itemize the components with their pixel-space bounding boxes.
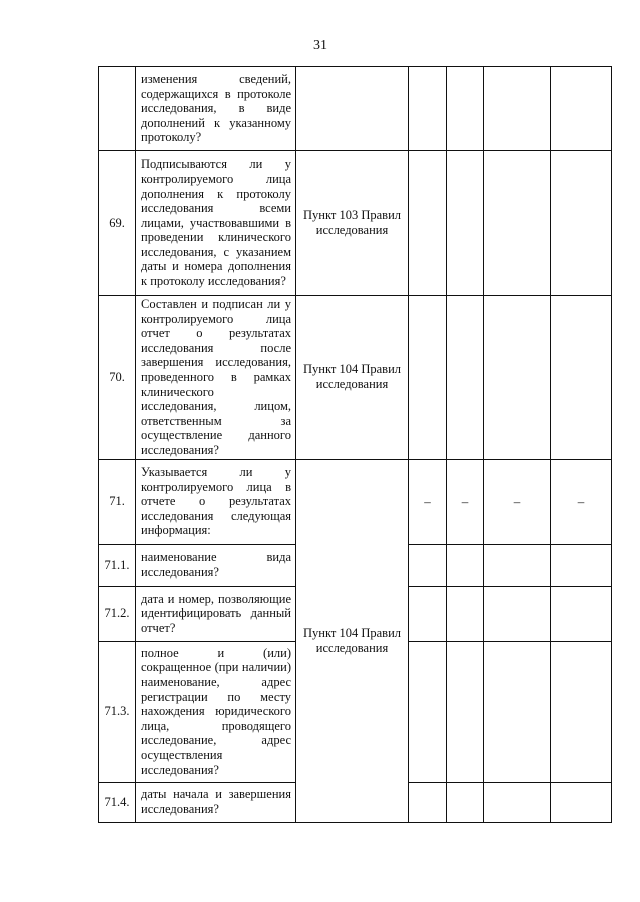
answer-na-cell: [484, 586, 551, 641]
answer-yes-cell: [409, 67, 447, 151]
reference-cell: Пункт 104 Правил исследования: [296, 296, 409, 460]
question-text: даты начала и завершения исследования?: [136, 782, 296, 822]
answer-yes-cell: [409, 151, 447, 296]
reference-cell: [296, 67, 409, 151]
dash-mark: –: [409, 459, 447, 544]
table-row: [99, 296, 612, 460]
reference-cell: Пункт 104 Правил исследования: [296, 459, 409, 822]
answer-na-cell: [484, 67, 551, 151]
question-text: дата и номер, позволяющие идентифицировать данный отчет?: [136, 586, 296, 641]
answer-no-cell: [447, 641, 484, 782]
dash-mark: –: [551, 459, 612, 544]
question-text: наименование вида исследования?: [136, 544, 296, 586]
answer-no-cell: [447, 151, 484, 296]
table-row: [99, 459, 612, 544]
item-number: [99, 67, 136, 151]
question-text: Подписываются ли у контролируемого лица дополнения к протоколу исследования всеми лицами, участвовавшими в проведении клинического исследования, с указанием даты и номера дополнения к протоколу исследования?: [136, 151, 296, 296]
note-cell: [551, 67, 612, 151]
note-cell: [551, 782, 612, 822]
note-cell: [551, 641, 612, 782]
answer-no-cell: [447, 544, 484, 586]
item-number: 70.: [99, 296, 136, 460]
dash-mark: –: [484, 459, 551, 544]
note-cell: [551, 544, 612, 586]
answer-na-cell: [484, 151, 551, 296]
item-number: 71.: [99, 459, 136, 544]
question-text: Составлен и подписан ли у контролируемого лица отчет о результатах исследования после завершения исследования, проведенного в рамках клинического исследования, лицом, ответственным за осуществление данного исследования?: [136, 296, 296, 460]
item-number: 71.1.: [99, 544, 136, 586]
item-number: 71.3.: [99, 641, 136, 782]
question-text: полное и (или) сокращенное (при наличии) наименование, адрес регистрации по месту нахождения юридического лица, проводящего исследование, адрес осуществления исследования?: [136, 641, 296, 782]
reference-cell: Пункт 103 Правил исследования: [296, 151, 409, 296]
answer-no-cell: [447, 782, 484, 822]
answer-na-cell: [484, 641, 551, 782]
note-cell: [551, 296, 612, 460]
answer-yes-cell: [409, 782, 447, 822]
page-number: 31: [313, 38, 327, 53]
table-row: [99, 67, 612, 151]
item-number: 71.4.: [99, 782, 136, 822]
answer-yes-cell: [409, 296, 447, 460]
answer-na-cell: [484, 296, 551, 460]
answer-yes-cell: [409, 641, 447, 782]
item-number: 69.: [99, 151, 136, 296]
dash-mark: –: [447, 459, 484, 544]
answer-no-cell: [447, 296, 484, 460]
answer-yes-cell: [409, 586, 447, 641]
answer-na-cell: [484, 544, 551, 586]
answer-na-cell: [484, 782, 551, 822]
answer-no-cell: [447, 67, 484, 151]
answer-no-cell: [447, 586, 484, 641]
answer-yes-cell: [409, 544, 447, 586]
item-number: 71.2.: [99, 586, 136, 641]
note-cell: [551, 151, 612, 296]
table-row: [99, 151, 612, 296]
question-text: Указывается ли у контролируемого лица в отчете о результатах исследования следующая информация:: [136, 459, 296, 544]
checklist-table: [98, 66, 612, 823]
note-cell: [551, 586, 612, 641]
question-text: изменения сведений, содержащихся в протоколе исследования, в виде дополнений к указанному протоколу?: [136, 67, 296, 151]
